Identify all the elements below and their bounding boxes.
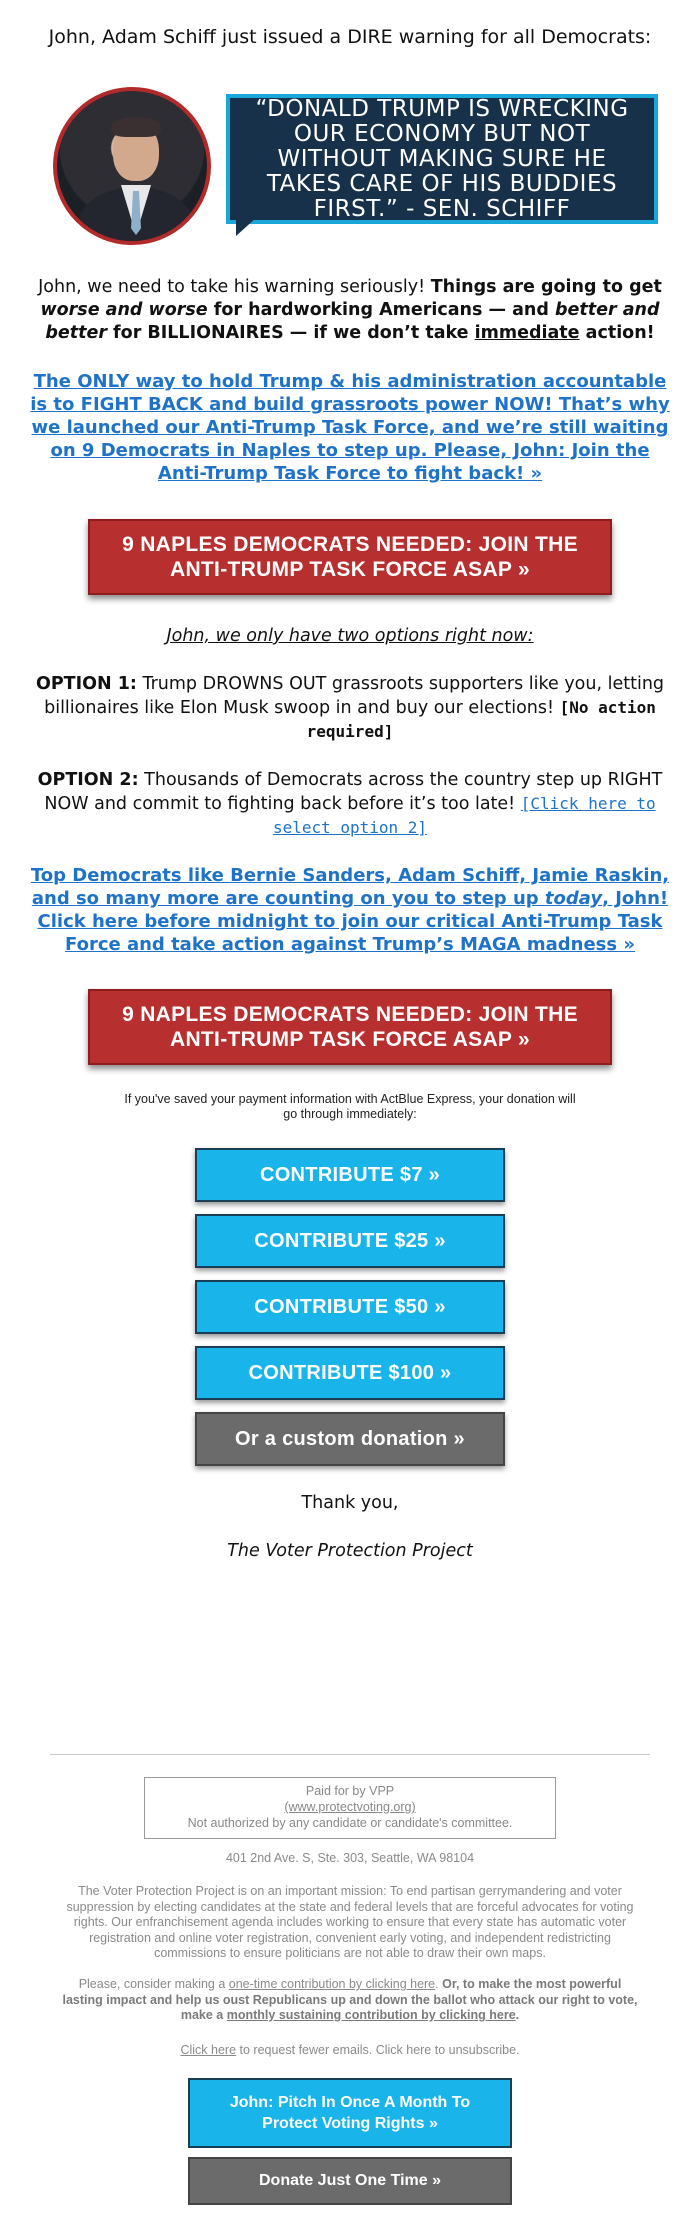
- top-democrats-link-paragraph: [30, 864, 670, 956]
- one-time-donation-button[interactable]: Donate Just One Time »: [188, 2157, 512, 2205]
- join-task-force-button-2[interactable]: 9 NAPLES DEMOCRATS NEEDED: JOIN THE ANTI-TRUMP TASK FORCE ASAP »: [88, 989, 612, 1065]
- schiff-photo: [53, 87, 211, 245]
- quote-bubble-tail: [236, 218, 256, 236]
- quote-bubble: [226, 94, 658, 224]
- option-2: OPTION 2: Thousands of Democrats across the country step up RIGHT NOW and commit to fighting back before it’s too late! [Click here to select option 2]: [37, 770, 663, 837]
- email-preferences: Click here to request fewer emails. Click here to unsubscribe.: [180, 2043, 520, 2057]
- monthly-contribution-link[interactable]: monthly sustaining contribution by clicking here: [226, 2008, 516, 2022]
- fewer-emails-link[interactable]: Click here: [180, 2043, 237, 2057]
- warning-paragraph: John, we need to take his warning seriously! Things are going to get worse and worse for hardworking Americans — and better and better for BILLIONAIRES — if we don’t take immediate action!: [38, 277, 662, 343]
- monthly-donation-button[interactable]: John: Pitch In Once A Month To Protect Voting Rights »: [188, 2078, 512, 2148]
- contribute-50-button[interactable]: CONTRIBUTE $50 »: [195, 1280, 505, 1334]
- task-force-link-paragraph: [30, 370, 670, 485]
- intro-line: John, Adam Schiff just issued a DIRE warning for all Democrats:: [48, 26, 652, 48]
- paid-for-box: [144, 1777, 556, 1839]
- top-democrats-link[interactable]: Top Democrats like Bernie Sanders, Adam Schiff, Jamie Raskin, and so many more are counting on you to step up today, John! Click here before midnight to join our critical Anti-Trump Task Force and take action against Trump’s MAGA madness »: [30, 865, 670, 955]
- actblue-express-note: If you've saved your payment information with ActBlue Express, your donation will go through immediately:: [124, 1092, 576, 1121]
- select-option-2-link[interactable]: [Click here to select option 2]: [272, 794, 656, 837]
- mission-statement: The Voter Protection Project is on an important mission: To end partisan gerrymandering and voter suppression by electing candidates at the state and federal levels that are forceful advocates for voting rights. Our enfranchisement agenda includes working to ensure that every state has automatic voter registration and online voter registration, convenient early voting, and independent redistricting commissions to ensure politicians are not able to draw their own maps.: [66, 1884, 634, 1960]
- mailing-address: 401 2nd Ave. S, Ste. 303, Seattle, WA 98104: [225, 1851, 475, 1865]
- contribute-100-button[interactable]: CONTRIBUTE $100 »: [195, 1346, 505, 1400]
- paid-by: Paid for by VPP: [305, 1784, 395, 1798]
- footer-divider: [50, 1754, 650, 1755]
- one-time-contribution-link[interactable]: one-time contribution by clicking here: [228, 1977, 436, 1991]
- contribute-25-button[interactable]: CONTRIBUTE $25 »: [195, 1214, 505, 1268]
- options-heading: John, we only have two options right now:: [166, 626, 534, 646]
- join-task-force-button[interactable]: 9 NAPLES DEMOCRATS NEEDED: JOIN THE ANTI-TRUMP TASK FORCE ASAP »: [88, 519, 612, 595]
- custom-donation-button[interactable]: Or a custom donation »: [195, 1412, 505, 1466]
- contribution-request: Please, consider making a one-time contribution by clicking here. Or, to make the most powerful lasting impact and help us oust Republicans up and down the ballot who attack our right to vote, make a monthly sustaining contribution by clicking here.: [62, 1977, 638, 2022]
- not-authorized: Not authorized by any candidate or candidate's committee.: [187, 1816, 513, 1830]
- task-force-link[interactable]: The ONLY way to hold Trump & his administration accountable is to FIGHT BACK and build grassroots power NOW! That’s why we launched our Anti-Trump Task Force, and we’re still waiting on 9 Democrats in Naples to step up. Please, John: Join the Anti-Trump Task Force to fight back! »: [30, 371, 670, 484]
- option-1: OPTION 1: Trump DROWNS OUT grassroots supporters like you, letting billionaires like Elon Musk swoop in and buy our elections! [No action required]: [35, 674, 665, 741]
- website-link[interactable]: (www.protectvoting.org): [284, 1800, 416, 1814]
- contribute-7-button[interactable]: CONTRIBUTE $7 »: [195, 1148, 505, 1202]
- thanks-line: Thank you,: [301, 1493, 399, 1513]
- quote-text: “DONALD TRUMP IS WRECKING OUR ECONOMY BUT NOT WITHOUT MAKING SURE HE TAKES CARE OF HIS BUDDIES FIRST.” - SEN. SCHIFF: [255, 95, 629, 222]
- signature: The Voter Protection Project: [227, 1541, 473, 1561]
